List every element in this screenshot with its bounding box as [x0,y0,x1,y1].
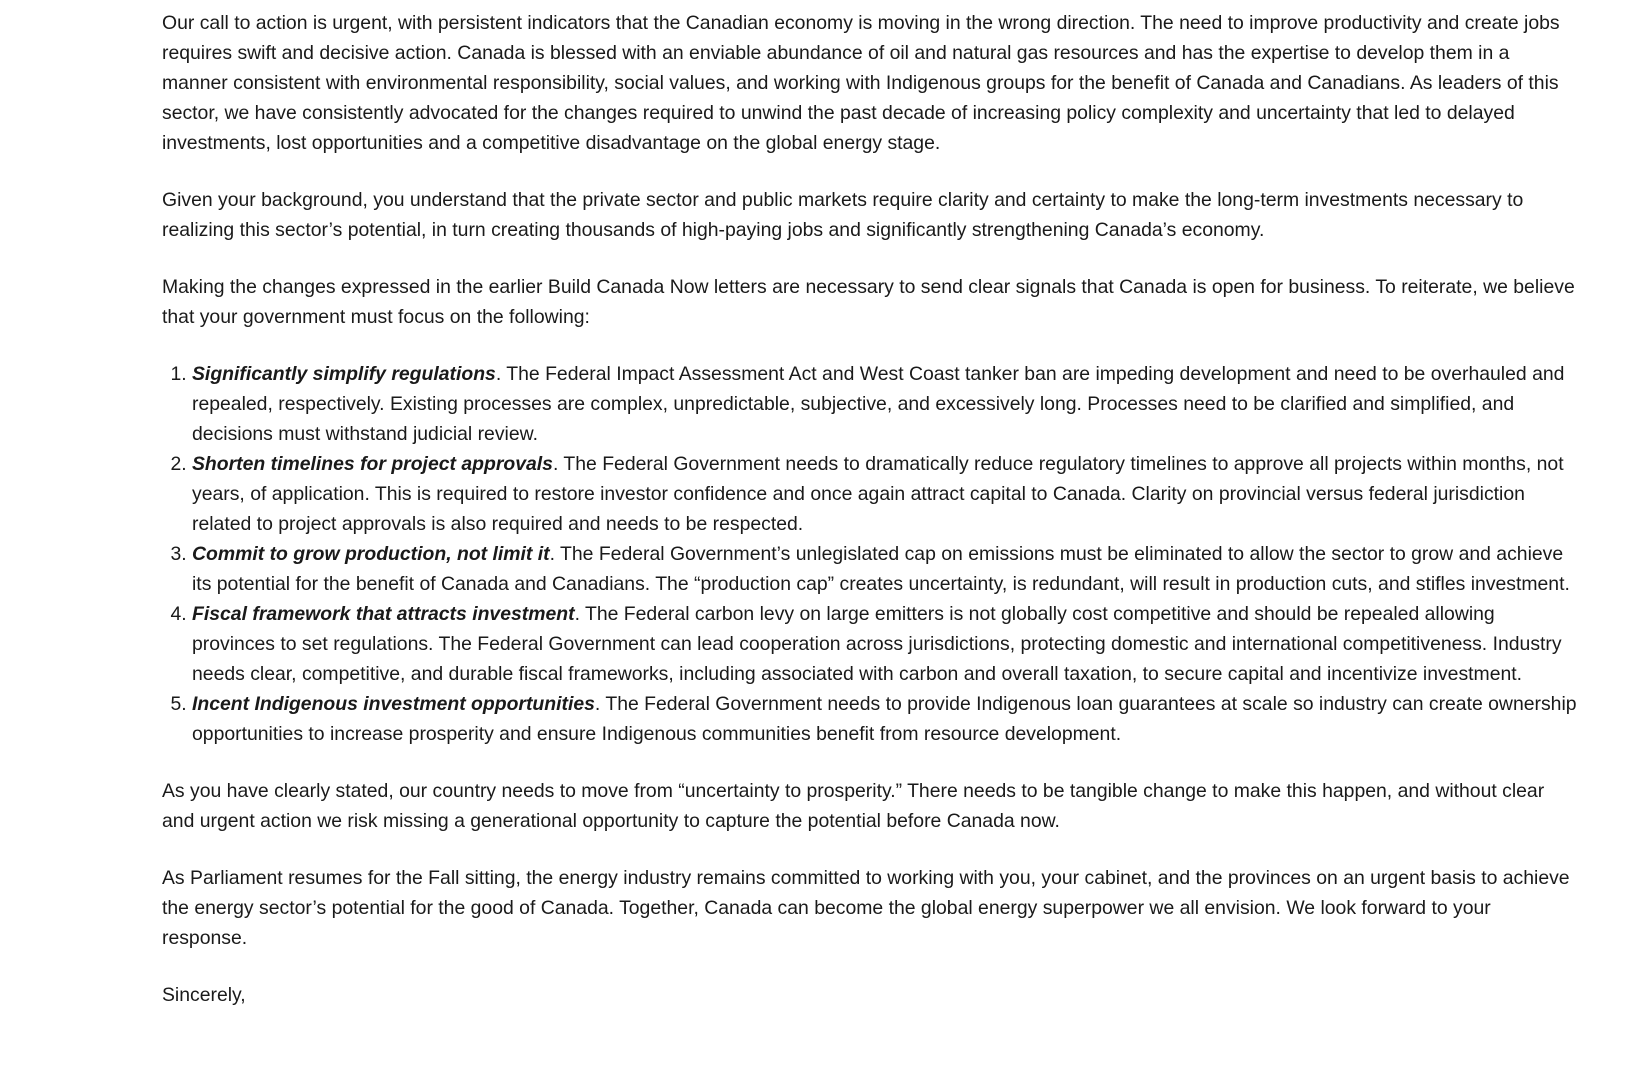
paragraph-uncertainty-to-prosperity: As you have clearly stated, our country needs to move from “uncertainty to prosperity.” There needs to be tangible change to make this happen, and without clear and urgent action we risk missing a generational opportunity to capture the potential before Canada now. [162,780,1545,832]
priority-lead: Significantly simplify regulations [192,363,496,385]
paragraph-changes-intro: Making the changes expressed in the earlier Build Canada Now letters are necessary to send clear signals that Canada is open for business. To reiterate, we believe that your government must focus on the following: [162,276,1575,328]
priority-lead: Commit to grow production, not limit it [192,543,550,565]
priority-item [192,599,1580,689]
priority-lead: Shorten timelines for project approvals [192,453,553,475]
priority-text: . The Federal Government’s unlegislated cap on emissions must be eliminated to allow the sector to grow and achieve its potential for the benefit of Canada and Canadians. The “production cap” creates uncertainty, is redundant, will result in production cuts, and stifles investment. [192,543,1570,595]
priority-lead: Fiscal framework that attracts investment [192,603,575,625]
priority-item [192,539,1580,599]
priorities-list [162,359,1580,749]
priority-item [192,689,1580,749]
paragraph-call-to-action: Our call to action is urgent, with persistent indicators that the Canadian economy is moving in the wrong direction. The need to improve productivity and create jobs requires swift and decisive action. Canada is blessed with an enviable abundance of oil and natural gas resources and has the expertise to develop them in a manner consistent with environmental responsibility, social values, and working with Indigenous groups for the benefit of Canada and Canadians. As leaders of this sector, we have consistently advocated for the changes required to unwind the past decade of increasing policy complexity and uncertainty that led to delayed investments, lost opportunities and a competitive disadvantage on the global energy stage. [162,12,1560,154]
paragraph-background: Given your background, you understand that the private sector and public markets require clarity and certainty to make the long-term investments necessary to realizing this sector’s potential, in turn creating thousands of high-paying jobs and significantly strengthening Canada’s economy. [162,189,1524,241]
priority-text: . The Federal Impact Assessment Act and West Coast tanker ban are impeding development and need to be overhauled and repealed, respectively. Existing processes are complex, unpredictable, subjective, and excessively long. Processes need to be clarified and simplified, and decisions must withstand judicial review. [192,363,1565,445]
letter-body [162,8,1580,1037]
priority-text: . The Federal Government needs to dramatically reduce regulatory timelines to approve all projects within months, not years, of application. This is required to restore investor confidence and once again attract capital to Canada. Clarity on provincial versus federal jurisdiction related to project approvals is also required and needs to be respected. [192,453,1564,535]
priority-text: . The Federal carbon levy on large emitters is not globally cost competitive and should be repealed allowing provinces to set regulations. The Federal Government can lead cooperation across jurisdictions, protecting domestic and international competitiveness. Industry needs clear, competitive, and durable fiscal frameworks, including associated with carbon and overall taxation, to secure capital and incentivize investment. [192,603,1562,685]
priority-item [192,359,1580,449]
priority-lead: Incent Indigenous investment opportunities [192,693,595,715]
paragraph-parliament-resumes: As Parliament resumes for the Fall sitting, the energy industry remains committed to working with you, your cabinet, and the provinces on an urgent basis to achieve the energy sector’s potential for the good of Canada. Together, Canada can become the global energy superpower we all envision. We look forward to your response. [162,867,1570,949]
priority-text: . The Federal Government needs to provide Indigenous loan guarantees at scale so industry can create ownership opportunities to increase prosperity and ensure Indigenous communities benefit from resource development. [192,693,1577,745]
priority-item [192,449,1580,539]
closing-salutation: Sincerely, [162,984,246,1006]
